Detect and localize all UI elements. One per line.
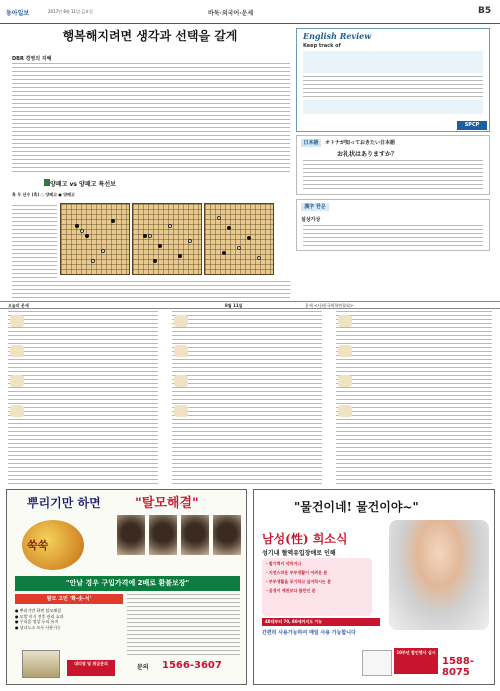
issue-date: 2017년 8월 11일 금요일 <box>48 9 93 14</box>
horoscope-column-2 <box>172 311 322 485</box>
zodiac-pig-icon <box>338 405 352 417</box>
baduk-players: 흑 두 선수 (흑) ○ 양패고 ● 양패고 <box>12 192 75 197</box>
japanese-box <box>296 135 490 195</box>
spcp-badge: SPCP <box>457 121 487 130</box>
go-board-1 <box>60 203 130 275</box>
zodiac-snake-icon <box>174 345 188 357</box>
zodiac-rat-icon <box>10 315 24 327</box>
list-item: ● 모발 이식 전후 관리 효과 <box>15 613 64 619</box>
masthead <box>0 0 500 24</box>
list-item: · 발기력이 약하거나 <box>266 561 302 566</box>
japanese-question: お礼状はありますか？ <box>337 151 398 158</box>
zodiac-tiger-icon <box>10 375 24 387</box>
ad1-benefits-list <box>15 608 125 653</box>
hanja-box <box>296 199 490 251</box>
column-title: 행복해지려면 생각과 선택을 갈게 <box>62 29 238 43</box>
list-item: ● 뿌리기만 하면 탈모해결 <box>15 608 61 613</box>
english-example-band <box>303 51 483 73</box>
baduk-commentary-bottom <box>12 281 290 299</box>
ad2-brand-logo-icon <box>362 650 392 676</box>
ad2-title: 남성(性) 희소식 <box>262 532 348 546</box>
list-item: · 지연스러운 부부생활이 어려운 분 <box>266 570 328 575</box>
ad2-headline: "물건이네! 물건이야~" <box>294 500 419 514</box>
go-board-2 <box>132 203 202 275</box>
ad1-brand: 쑥쑥 <box>27 539 49 552</box>
zodiac-rabbit-icon <box>10 405 24 417</box>
english-notes-band <box>303 100 483 114</box>
japanese-headline: オトナが知っておきたい日本語 <box>325 140 396 146</box>
horoscope-column-3 <box>336 311 492 485</box>
zodiac-dog-icon <box>338 375 352 387</box>
section-title: 바둑·외국어·운세 <box>208 10 254 17</box>
list-item: ● 남녀노소 모두 사용가능 <box>15 624 61 630</box>
horoscope-header <box>0 301 500 309</box>
column-body-text <box>12 63 290 173</box>
before-after-photos <box>117 515 242 555</box>
ad1-description-text <box>127 594 240 656</box>
ad2-promo-badge: 10주년 할인행사 실시 <box>394 648 438 674</box>
column-subhead: DBR 경영의 지혜 <box>12 56 52 62</box>
refund-banner-text: "안날 경우 구입가격에 2배로 환불보장" <box>65 579 190 587</box>
english-review-subtitle: Keep track of <box>303 43 341 49</box>
japanese-body-text <box>303 160 483 192</box>
ad2-phone-number: 1588-8075 <box>442 656 474 678</box>
horoscope-label: 오늘의 운세 <box>8 303 29 308</box>
list-item: · 부부생활을 포기하고 싶어하시는 분 <box>266 579 332 584</box>
english-review-title: English Review <box>303 31 372 41</box>
newspaper-logo: 동아일보 <box>6 10 30 17</box>
ad2-usage-note: 간편히 사용가능하여 매일 사용 가능합니다 <box>262 630 356 636</box>
zodiac-sheep-icon <box>174 405 188 417</box>
zodiac-dragon-icon <box>174 315 188 327</box>
page-number: B5 <box>478 6 492 16</box>
refund-banner <box>15 576 240 591</box>
go-board-3 <box>204 203 274 275</box>
ad1-phone-number: 1566-3607 <box>162 660 222 671</box>
zodiac-rooster-icon <box>338 345 352 357</box>
ad1-strip: 탈모 고민 '확-솟-식' <box>15 594 123 604</box>
japanese-tag: 日本語 <box>301 139 321 147</box>
zodiac-ox-icon <box>10 345 24 357</box>
ad1-headline: 뿌리기만 하면 <box>27 496 101 510</box>
product-bottle-image <box>22 650 60 678</box>
ad1-phone-label: 문의 <box>137 664 149 671</box>
ad2-age-bar: 40대부터 70, 80세까지도 가능 <box>262 618 380 626</box>
ad2-symptom-box <box>262 558 372 616</box>
baduk-commentary-left <box>12 205 57 280</box>
mens-health-advertisement <box>253 489 495 685</box>
hanja-tag: 漢字 한문 <box>301 203 329 211</box>
baduk-title: 양패고 vs 양패고 특선보 <box>50 181 116 188</box>
hanja-body-text <box>303 225 483 249</box>
list-item: ● 우리몸 정상 두피 유지 <box>15 619 59 624</box>
ad1-headline-accent: "탈모해결" <box>135 496 199 511</box>
zodiac-horse-icon <box>174 375 188 387</box>
horoscope-date: 8월 11일 <box>225 303 243 308</box>
hanja-headline: 설상가상 <box>301 217 321 223</box>
hair-loss-advertisement <box>6 489 247 685</box>
list-item: · 음경이 예전보다 불만인 분 <box>266 588 316 593</box>
horoscope-column-1 <box>8 311 158 485</box>
english-review-box <box>296 28 490 132</box>
ad1-shop-label: 대리점 및 취급문의 <box>67 660 115 676</box>
zodiac-monkey-icon <box>338 315 352 327</box>
spokesman-photo <box>389 520 489 630</box>
ad2-subtitle: 성기내 혈액유입장애로 인해 <box>262 550 336 557</box>
english-explanation-text <box>303 76 483 98</box>
horoscope-source: 운세 <사)한국역학연합회> <box>305 303 354 308</box>
